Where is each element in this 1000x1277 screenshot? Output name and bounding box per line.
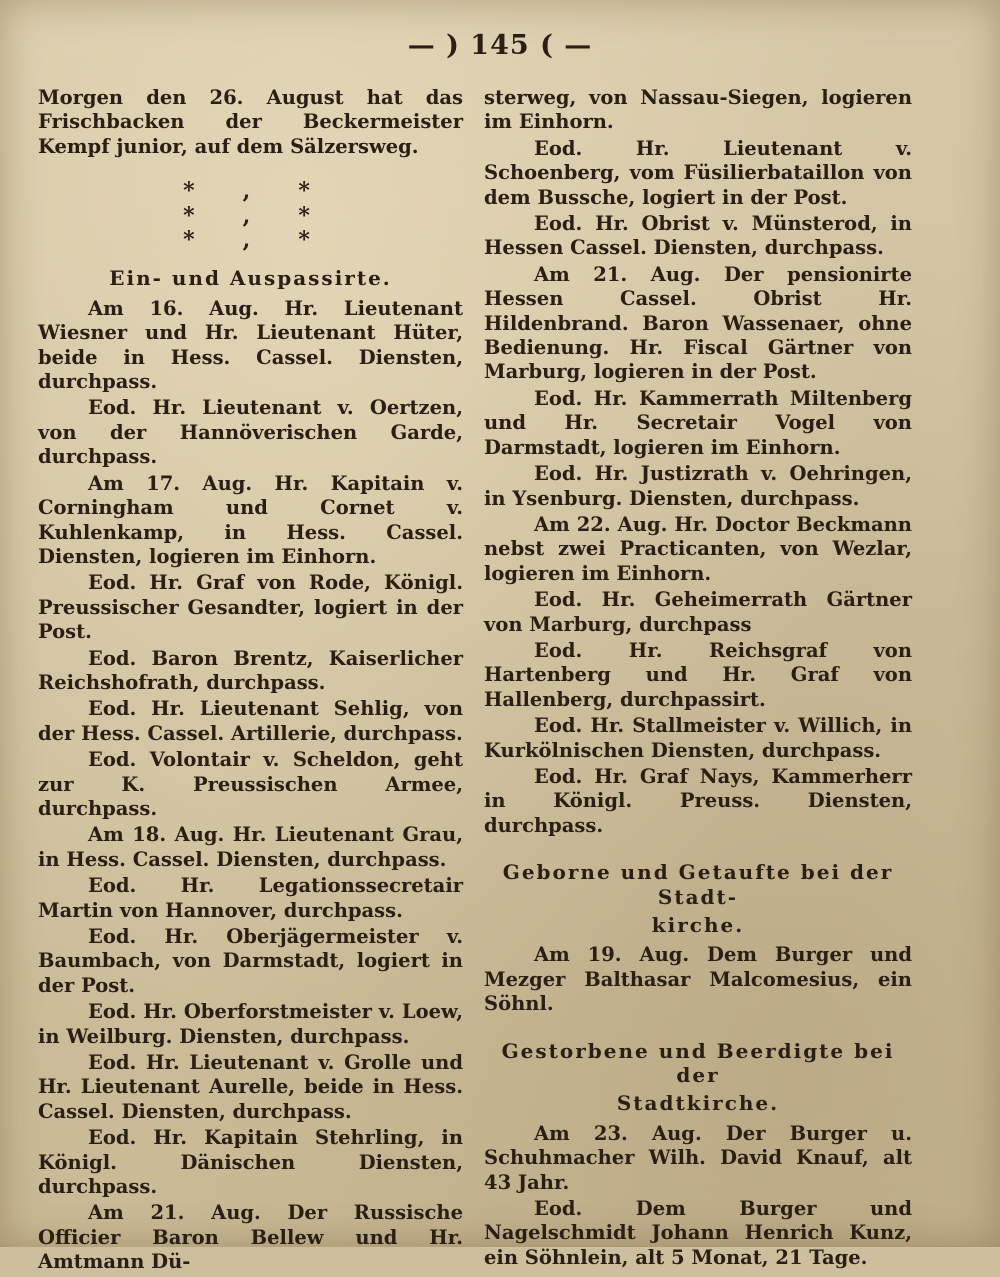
- traveller-entry: Eod. Hr. Kapitain Stehrling, in Königl. Dänischen Diensten, durchpass.: [38, 1126, 463, 1199]
- traveller-entry: sterweg, von Nassau-Siegen, logieren im Einhorn.: [484, 86, 912, 134]
- traveller-entry: Eod. Hr. Obrist v. Münsterod, in Hessen Cassel. Diensten, durchpass.: [484, 212, 912, 260]
- traveller-entry: Eod. Hr. Legationssecretair Martin von Hannover, durchpass.: [38, 874, 463, 922]
- traveller-entry: Am 17. Aug. Hr. Kapitain v. Corningham und Cornet v. Kuhlenkamp, in Hess. Cassel. Diensten, logieren im Einhorn.: [38, 471, 463, 568]
- traveller-entry: Am 21. Aug. Der Russische Officier Baron Bellew und Hr. Amtmann Dü-: [38, 1201, 463, 1274]
- birth-entry: Am 19. Aug. Dem Burger und Mezger Balthasar Malcomesius, ein Söhnl.: [484, 943, 912, 1016]
- traveller-entry: Eod. Volontair v. Scheldon, geht zur K. Preussischen Armee, durchpass.: [38, 748, 463, 820]
- traveller-entry: Eod. Hr. Lieutenant v. Schoenberg, vom Füsilierbataillon von dem Bussche, logiert in der Post.: [484, 136, 912, 209]
- traveller-entry: Eod. Hr. Graf von Rode, Königl. Preussischer Gesandter, logiert in der Post.: [38, 571, 463, 644]
- page-number: — ) 145 ( —: [407, 30, 593, 61]
- births-heading-line1: Geborne und Getaufte bei der Stadt-: [502, 860, 894, 909]
- traveller-entry: Eod. Hr. Graf Nays, Kammerherr in Königl. Preuss. Diensten, durchpass.: [484, 764, 912, 837]
- deaths-heading-line2: Stadtkirche.: [616, 1091, 780, 1116]
- section-heading-deaths: [484, 1039, 912, 1116]
- traveller-entry: Am 16. Aug. Hr. Lieutenant Wiesner und Hr. Lieutenant Hüter, beide in Hess. Cassel. Diensten, durchpass.: [38, 296, 463, 394]
- births-heading-line2: kirche.: [651, 913, 745, 937]
- left-column: [38, 86, 463, 1277]
- traveller-entry: Eod. Hr. Oberjägermeister v. Baumbach, von Darmstadt, logiert in der Post.: [38, 925, 463, 997]
- right-column: [484, 86, 912, 1272]
- traveller-entry: Eod. Baron Brentz, Kaiserlicher Reichshofrath, durchpass.: [38, 646, 463, 694]
- traveller-entry: Eod. Hr. Lieutenant Sehlig, von der Hess. Cassel. Artillerie, durchpass.: [38, 697, 463, 745]
- death-entry: Am 23. Aug. Der Burger u. Schuhmacher Wilh. David Knauf, alt 43 Jahr.: [484, 1121, 912, 1194]
- traveller-entry: Eod. Hr. Oberforstmeister v. Loew, in Weilburg. Diensten, durchpass.: [38, 1000, 463, 1048]
- section-heading-travellers: Ein- und Auspassirte.: [109, 266, 392, 291]
- traveller-entry: Eod. Hr. Lieutenant v. Grolle und Hr. Lieutenant Aurelle, beide in Hess. Cassel. Diensten, durchpass.: [38, 1051, 463, 1123]
- section-heading-births: [484, 860, 912, 937]
- death-entry: Eod. Dem Burger und Nagelschmidt Johann Henrich Kunz, ein Söhnlein, alt 5 Monat, 21 Tage.: [484, 1197, 912, 1269]
- traveller-entry: Am 21. Aug. Der pensionirte Hessen Cassel. Obrist Hr. Hildenbrand. Baron Wassenaer, ohne Bedienung. Hr. Fiscal Gärtner von Marburg, logieren in der Post.: [484, 262, 912, 384]
- traveller-entry: Eod. Hr. Justizrath v. Oehringen, in Ysenburg. Diensten, durchpass.: [484, 462, 912, 510]
- asterism-separator: *,* *,* *,*: [183, 178, 358, 254]
- traveller-entry: Eod. Hr. Stallmeister v. Willich, in Kurkölnischen Diensten, durchpass.: [484, 714, 912, 762]
- intro-notice: Morgen den 26. August hat das Frischbacken der Beckermeister Kempf junior, auf dem Sälzersweg.: [38, 86, 463, 158]
- traveller-entry: Eod. Hr. Reichsgraf von Hartenberg und Hr. Graf von Hallenberg, durchpassirt.: [484, 638, 912, 711]
- deaths-heading-line1: Gestorbene und Beerdigte bei der: [501, 1038, 895, 1088]
- traveller-entry: Am 18. Aug. Hr. Lieutenant Grau, in Hess. Cassel. Diensten, durchpass.: [38, 823, 463, 871]
- traveller-entry: Eod. Hr. Kammerrath Miltenberg und Hr. Secretair Vogel von Darmstadt, logieren im Einhorn.: [484, 386, 912, 459]
- traveller-entry: Eod. Hr. Lieutenant v. Oertzen, von der Hannöverischen Garde, durchpass.: [38, 396, 463, 469]
- traveller-entry: Am 22. Aug. Hr. Doctor Beckmann nebst zwei Practicanten, von Wezlar, logieren im Einhorn.: [484, 512, 912, 585]
- traveller-entry: Eod. Hr. Geheimerrath Gärtner von Marburg, durchpass: [484, 588, 912, 636]
